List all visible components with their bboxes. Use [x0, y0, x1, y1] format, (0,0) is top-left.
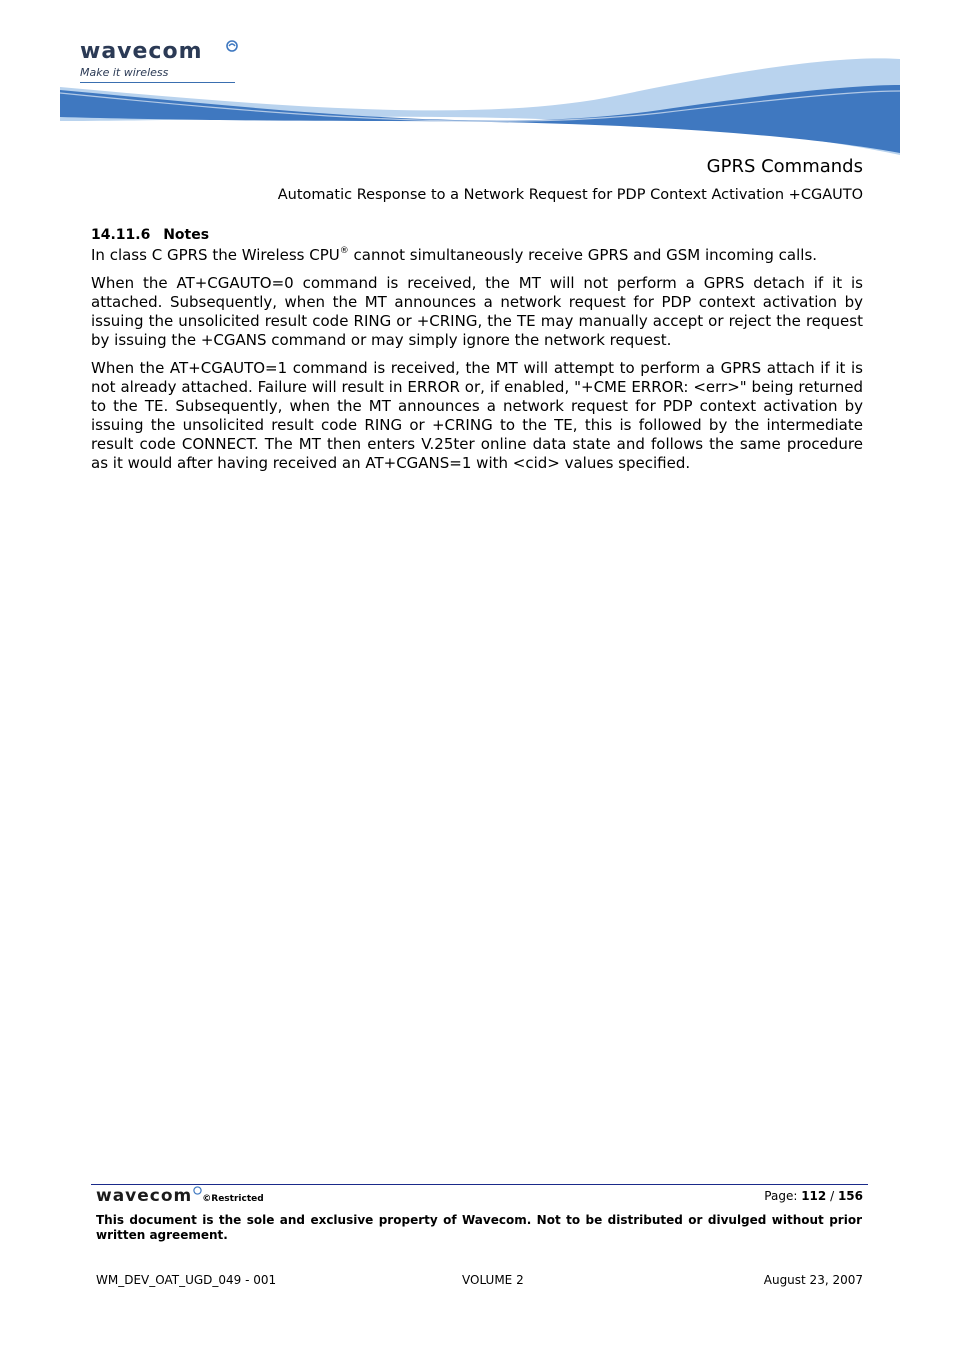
document-date: August 23, 2007: [763, 1273, 863, 1287]
registered-mark: ®: [339, 246, 349, 256]
paragraph-3: When the AT+CGAUTO=1 command is received, the MT will attempt to perform a GPRS attach if it is not already attached. Failure will result in ERROR or, if enabled, "+CME ERROR: <err>" being returned to the TE. Subsequently, when the MT announces a network request for PDP context activation by issuing the unsolicited result code RING or +CRING to the TE, this is followed by the intermediate result code CONNECT. The MT then enters V.25ter online data state and follows the same procedure as it would after having received an AT+CGANS=1 with <cid> values specified.: [91, 359, 863, 472]
volume-label: VOLUME 2: [462, 1273, 524, 1287]
document-id: WM_DEV_OAT_UGD_049 - 001: [96, 1273, 277, 1287]
restricted-label: ©Restricted: [202, 1194, 264, 1204]
section-title: GPRS Commands: [706, 156, 863, 177]
page-label: Page:: [764, 1189, 802, 1203]
page-subtitle: Automatic Response to a Network Request for PDP Context Activation +CGAUTO: [277, 187, 863, 203]
paragraph-1-start: In class C GPRS the Wireless CPU: [91, 246, 340, 264]
confidentiality-notice: This document is the sole and exclusive property of Wavecom. Not to be distributed or divulged without prior written agreement.: [96, 1213, 862, 1242]
paragraph-1: [91, 246, 863, 265]
main-content: [91, 226, 863, 482]
footer-divider: [91, 1184, 868, 1185]
logo-tagline: Make it wireless: [80, 66, 235, 83]
page-separator: /: [826, 1189, 838, 1203]
page-number: [764, 1189, 863, 1203]
footer-logo-wordmark: wavecom: [96, 1186, 193, 1206]
page-total: 156: [837, 1189, 863, 1203]
paragraph-2: When the AT+CGAUTO=0 command is received, the MT will not perform a GPRS detach if it is attached. Subsequently, when the MT announces a network request for PDP context activation by issuing the unsolicited result code RING or +CRING, the TE may manually accept or reject the request by issuing the +CGANS command or may simply ignore the network request.: [91, 274, 863, 349]
section-heading-title: Notes: [163, 227, 210, 243]
section-heading: [91, 226, 863, 244]
logo-wordmark: wavecom: [80, 39, 203, 64]
page-current: 112: [801, 1189, 827, 1203]
section-number: 14.11.6: [91, 227, 151, 243]
header-wave-banner: [60, 55, 900, 155]
footer-logo: [96, 1186, 264, 1206]
logo-swirl-icon: [226, 40, 238, 52]
paragraph-1-end: cannot simultaneously receive GPRS and GSM incoming calls.: [348, 246, 818, 264]
footer-logo-swirl-icon: [193, 1186, 202, 1195]
